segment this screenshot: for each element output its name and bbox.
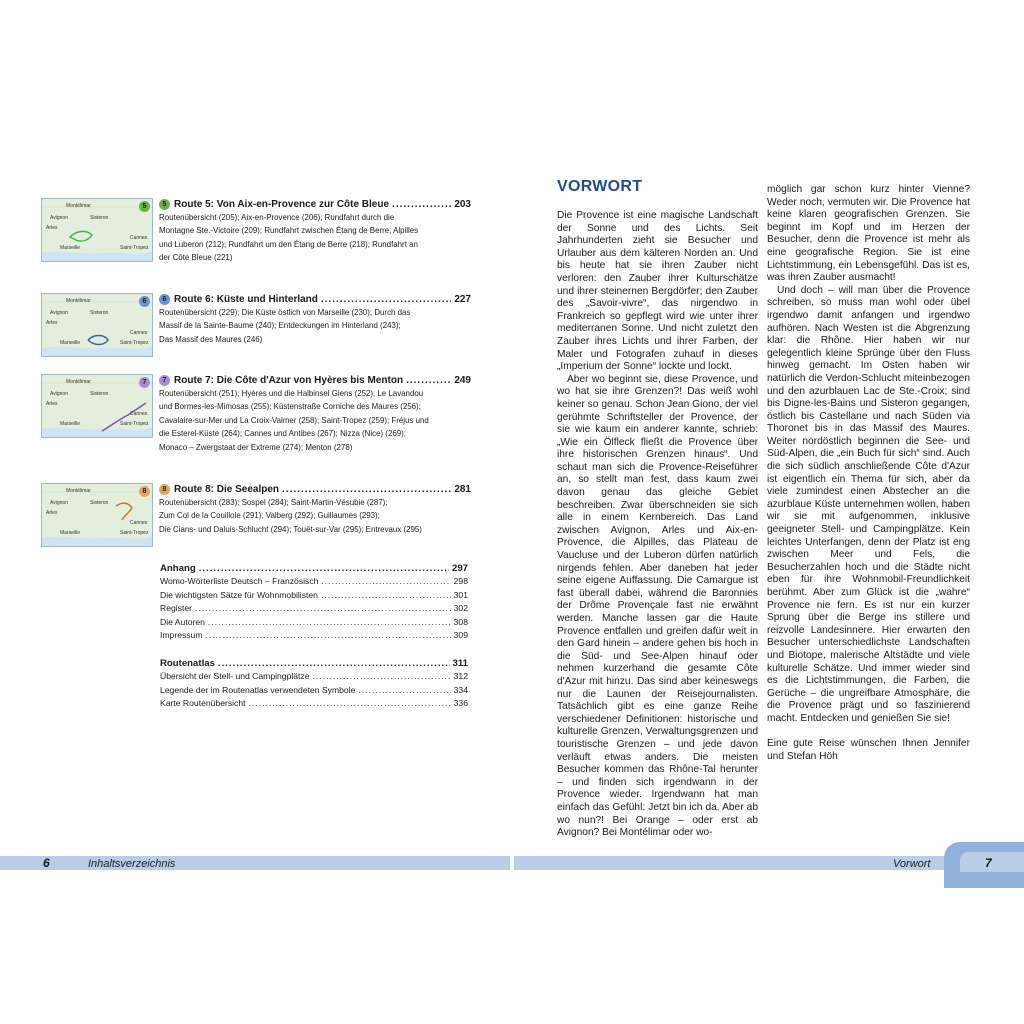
toc-section-heading[interactable] [160,562,468,575]
toc-entry-page: 312 [453,671,468,681]
route-number-badge: 7 [139,377,150,388]
map-city-label: Saint-Tropez [120,421,149,427]
text-column-2 [767,184,970,763]
toc-entry-page: 336 [453,698,468,708]
toc-entry[interactable] [160,670,468,684]
toc-entry[interactable] [160,575,468,589]
map-city-label: Marseille [60,530,81,536]
route-heading[interactable] [159,374,471,387]
route-page-number: 249 [454,375,471,386]
route-description-line: Monaco – Zwergstaat der Extreme (274); Menton (278) [159,441,353,452]
route-description-line: Routenübersicht (205); Aix-en-Provence (206); Rundfahrt durch die [159,212,395,222]
toc-entry-label: Anhang [160,563,196,574]
page-number-right: 7 [985,856,992,870]
map-city-label: Sisteron [90,391,109,397]
route-text [159,293,471,346]
leader-dots [249,697,451,711]
map-city-label: Sisteron [90,310,109,316]
toc-route-entry [41,198,471,270]
map-city-label: Arles [46,320,58,326]
leader-dots [358,684,450,698]
footer-section-left: Inhaltsverzeichnis [88,858,176,870]
route-page-number: 203 [454,199,471,210]
leader-dots [282,484,451,495]
map-city-label: Marseille [60,421,81,427]
route-number-badge: 8 [139,486,150,497]
map-city-label: Marseille [60,340,81,346]
route-description [159,496,472,536]
route-description [159,211,472,265]
route-map-thumbnail [41,374,153,438]
route-description-line: Massif de la Sainte-Baume (240); Entdeckungen im Hinterland (243); [159,320,401,331]
map-city-label: Avignon [50,500,68,506]
map-city-label: Arles [46,510,58,516]
route-map-thumbnail [41,483,153,547]
footer-section-right: Vorwort [893,858,931,870]
route-title: Route 8: Die Seealpen [174,484,280,495]
toc-entry-page: 298 [453,576,468,586]
toc-entry-page: 301 [453,589,468,600]
toc-entry[interactable] [160,684,468,698]
toc-section-heading[interactable] [160,657,468,670]
leader-dots [199,562,449,575]
map-city-label: Montélimar [66,203,91,209]
map-city-label: Avignon [50,391,68,397]
route-text [159,483,471,536]
route-number-badge: 6 [139,296,150,307]
route-title: Route 5: Von Aix-en-Provence zur Côte Bleue [174,199,390,210]
map-city-label: Sisteron [90,500,109,506]
toc-entry[interactable] [160,616,468,630]
toc-route-entry [41,374,471,452]
route-description-line: Zum Col de la Couillole (291); Valberg (292); Guillaumes (293); [159,510,380,521]
route-description-line: Die Cians- und Daluis-Schlucht (294); Touët-sur-Var (295); Entrevaux (295) [159,523,422,534]
leader-dots [206,629,451,643]
route-number-icon: 5 [159,199,170,210]
route-description-line: und Bormes-les-Mimosas (255); Küstenstraße Corniche des Maures (256); [159,401,421,412]
route-description-line: Montagne Ste.-Victoire (209); Rundfahrt zwischen Étang de Berre, Alpilles [159,225,419,236]
toc-entry-label: Die Autoren [160,616,205,627]
paragraph: Eine gute Reise wünschen Ihnen Jennifer und Stefan Höh [767,738,970,762]
map-shape [42,375,152,437]
leader-dots [218,657,450,670]
route-map-thumbnail [41,293,153,357]
route-number-icon: 7 [159,375,170,386]
map-shape [42,294,152,356]
route-heading[interactable] [159,198,471,211]
route-heading[interactable] [159,293,471,306]
toc-entry-label: Womo-Wörterliste Deutsch – Französisch [160,576,319,586]
leader-dots [406,375,451,386]
route-text [159,198,471,265]
paragraph: Die Provence ist eine magische Landschaft der Sonne und des Lichts. Seit Jahrhunderten zieht sie Besucher und Urlauber aus dem kälteren Norden an. Und bis heute hat sie ihren Zauber nicht verloren: den Zauber ihrer Kulturschätze und ihrer steinernen Bergdörfer; den Zauber des „Savoir-vivre“, das nirgendwo in Frankreich so gepflegt wird wie unter ihrer mediterranen Sonne. Und nicht zuletzt den Zauber ihres Lichts und ihrer Farben, der Maler und Fotografen zuhauf in dieses „Imperium der Sonne“ lockte und lockt. [557,210,758,373]
route-description [159,387,472,454]
toc-entry-label: Impressum [160,630,203,640]
route-description-line: Routenübersicht (229); Die Küste östlich von Marseille (230); Durch das [159,307,411,317]
toc-entry[interactable] [160,589,468,603]
route-text [159,374,471,454]
route-number-badge: 5 [139,201,150,212]
route-heading[interactable] [159,483,471,496]
route-number-icon: 8 [159,484,170,495]
toc-entry-page: 334 [453,684,468,695]
route-map-thumbnail [41,198,153,262]
paragraph: möglich gar schon kurz hinter Vienne? Weder noch, vermuten wir. Die Provence hat keine klaren geografischen Grenzen. Sie beginnt im Kopf und im Herzen der Besucher, denn die Provence ist mehr als eine geografische Region. Sie ist eine Lichtstimmung, ein Lebensgefühl. Das ist es, was ihren Zauber ausmacht! [767,184,970,284]
map-city-label: Cannes [130,330,148,336]
leader-dots [195,602,451,616]
route-description-line: Routenübersicht (283); Sospel (284); Saint-Martin-Vésubie (287); [159,497,388,507]
map-city-label: Saint-Tropez [120,245,149,251]
map-city-label: Cannes [130,235,148,241]
leader-dots [208,616,451,630]
map-shape [42,199,152,261]
appendix-list [160,562,468,643]
map-city-label: Montélimar [66,298,91,304]
leader-dots [313,670,451,684]
toc-entry-page: 309 [453,630,468,640]
route-title: Route 7: Die Côte d'Azur von Hyères bis Menton [174,375,404,386]
page-title: VORWORT [557,178,643,195]
leader-dots [321,294,451,305]
atlas-list [160,657,468,711]
leader-dots [321,589,451,603]
map-city-label: Montélimar [66,488,91,494]
leader-dots [321,575,450,589]
toc-entry-label: Legende der im Routenatlas verwendeten Symbole [160,684,356,695]
map-city-label: Avignon [50,215,68,221]
text-column-1 [557,210,758,840]
toc-route-entry [41,293,471,365]
footer-band-left [0,856,510,870]
toc-entry-page: 311 [452,658,468,669]
toc-entry-label: Routenatlas [160,658,215,669]
paragraph: Und doch – will man über die Provence schreiben, so muss man wohl oder übel irgendwo damit anfangen und irgendwo aufhören. Nach Westen ist die Abgrenzung klar: die Rhône. Hier haben wir nur gelegentlich kleine Sprünge über den Fluss hinweg gemacht. Im Osten haben wir natürlich die Verdon-Schlucht miteinbezogen und den azurblauen Lac de Ste.-Croix; sind bis Digne-les-Bains und Sisteron gegangen, östlich bis Castellane und nach Süden via Thoronet bis in das Massif des Maures. Weiter nordöstlich beginnen die See- und Süd-Alpen, die „ein Buch für sich“ sind. Auch die sich südlich anschließende Côte d'Azur ist eigentlich ein Thema für sich, aber da viele zumindest einen Abstecher an die azurblaue Küste unternehmen wollen, haben wir sie mit aufgenommen, inklusive geeigneter Stell- und Campingplätze. Kein leichtes Unterfangen, denn der Platz ist eng zwischen Meer und Fels, die Besucherzahlen hoch und die Städte nicht eben für ihre Wohnmobil-Freundlichkeit berühmt. Aber zum Glück ist die „wahre“ Provence nie fern. Es ist nur ein kurzer Sprung über die Berge ins stillere und reizvolle Landesinnere. Hier erwarten den Besucher unterschiedlichste Landschaften und Biotope, malerische Altstädte und viele kulturelle Schätze. Und immer wieder sind es die Lichtstimmungen, die Farben, die Gerüche – die ungreifbare Atmosphäre, die die Provence prägt und so faszinierend macht. Entdecken und genießen Sie sie! [767,284,970,724]
map-city-label: Arles [46,225,58,231]
route-page-number: 227 [454,294,471,305]
route-description [159,306,472,346]
toc-entry-page: 302 [453,603,468,613]
toc-entry-page: 308 [453,616,468,627]
route-number-icon: 6 [159,294,170,305]
map-city-label: Cannes [130,411,148,417]
toc-entry-label: Übersicht der Stell- und Campingplätze [160,671,310,681]
page-number-left: 6 [43,856,50,870]
map-city-label: Arles [46,401,58,407]
map-city-label: Saint-Tropez [120,340,149,346]
toc-entry-page: 297 [451,563,468,574]
toc-entry[interactable] [160,629,468,643]
route-description-line: Routenübersicht (251); Hyères und die Halbinsel Giens (252); Le Lavandou [159,388,424,398]
map-city-label: Sisteron [90,215,109,221]
map-city-label: Montélimar [66,379,91,385]
map-city-label: Marseille [60,245,81,251]
route-description-line: und Luberon (212); Rundfahrt um den Étang de Berre (218); Rundfahrt an [159,238,418,249]
paragraph: Aber wo beginnt sie, diese Provence, und wo hat sie ihre Grenzen?! Das weiß wohl keiner so genau. Schon Jean Giono, der viel gerühmte Schriftsteller der Provence, der sie wie kaum ein anderer kannte, schrieb: „Wie ein Ölfleck fließt die Provence über ihre historischen Grenzen hinaus“. Und schaut man sich die Provence-Reiseführer an, so stellt man fest, dass kaum zwei davon genau das gleiche Gebiet beschreiben. Zwar überschneiden sie sich alle in einem Kernbereich. Das Land zwischen Avignon, Arles und Aix-en-Provence, die Alpilles, das Plateau de Vaucluse und der Luberon dürfen natürlich nirgends fehlen. Aber daneben hat jeder seine eigene Auffassung. Die Camargue ist fast überall dabei, während die Baronnies der Drôme Provençale fast nie erwähnt werden. Manche lassen gar die Haute Provence entfallen und greifen dafür weit in den Gard hinein – andere gehen bis hoch in die Süd- und See-Alpen hinauf oder nehmen kurzerhand die gesamte Côte d'Azur mit hinzu. Das sind aber keineswegs nur die Launen der Reisejournalisten. Tatsächlich gibt es eine ganze Reihe verschiedener Definitionen: historische und kulturelle Grenzen, Verwaltungsgrenzen und touristische Grenzen – und jede davon verläuft etwas anders. Die meisten Besucher kommen das Rhône-Tal herunter – und finden sich irgendwann in der Provence wieder. Irgendwann hat man einfach das Gefühl: Jetzt bin ich da. Aber ab wo nun?! Bei Orange – oder erst ab Avignon? Bei Montélimar oder wo- [557,373,758,839]
toc-entry[interactable] [160,697,468,711]
map-city-label: Avignon [50,310,68,316]
toc-entry-label: Register [160,603,192,613]
map-shape [42,484,152,546]
toc-entry-label: Karte Routenübersicht [160,698,246,708]
route-description-line: Cavalaire-sur-Mer und La Croix-Valmer (258); Saint-Tropez (259); Fréjus und [159,414,429,425]
footer-tab-right-inner [960,852,1024,872]
route-description-line: der Côte Bleue (221) [159,252,233,263]
route-page-number: 281 [454,484,471,495]
toc-entry-label: Die wichtigsten Sätze für Wohnmobilisten [160,589,318,600]
map-city-label: Cannes [130,520,148,526]
route-description-line: die Esterel-Küste (264); Cannes und Antibes (267); Nizza (Nice) (269); [159,428,406,439]
toc-entry[interactable] [160,602,468,616]
footer-band-right [514,856,944,870]
route-title: Route 6: Küste und Hinterland [174,294,318,305]
map-city-label: Saint-Tropez [120,530,149,536]
toc-route-entry [41,483,471,555]
route-description-line: Das Massif des Maures (246) [159,333,263,344]
leader-dots [392,199,451,210]
